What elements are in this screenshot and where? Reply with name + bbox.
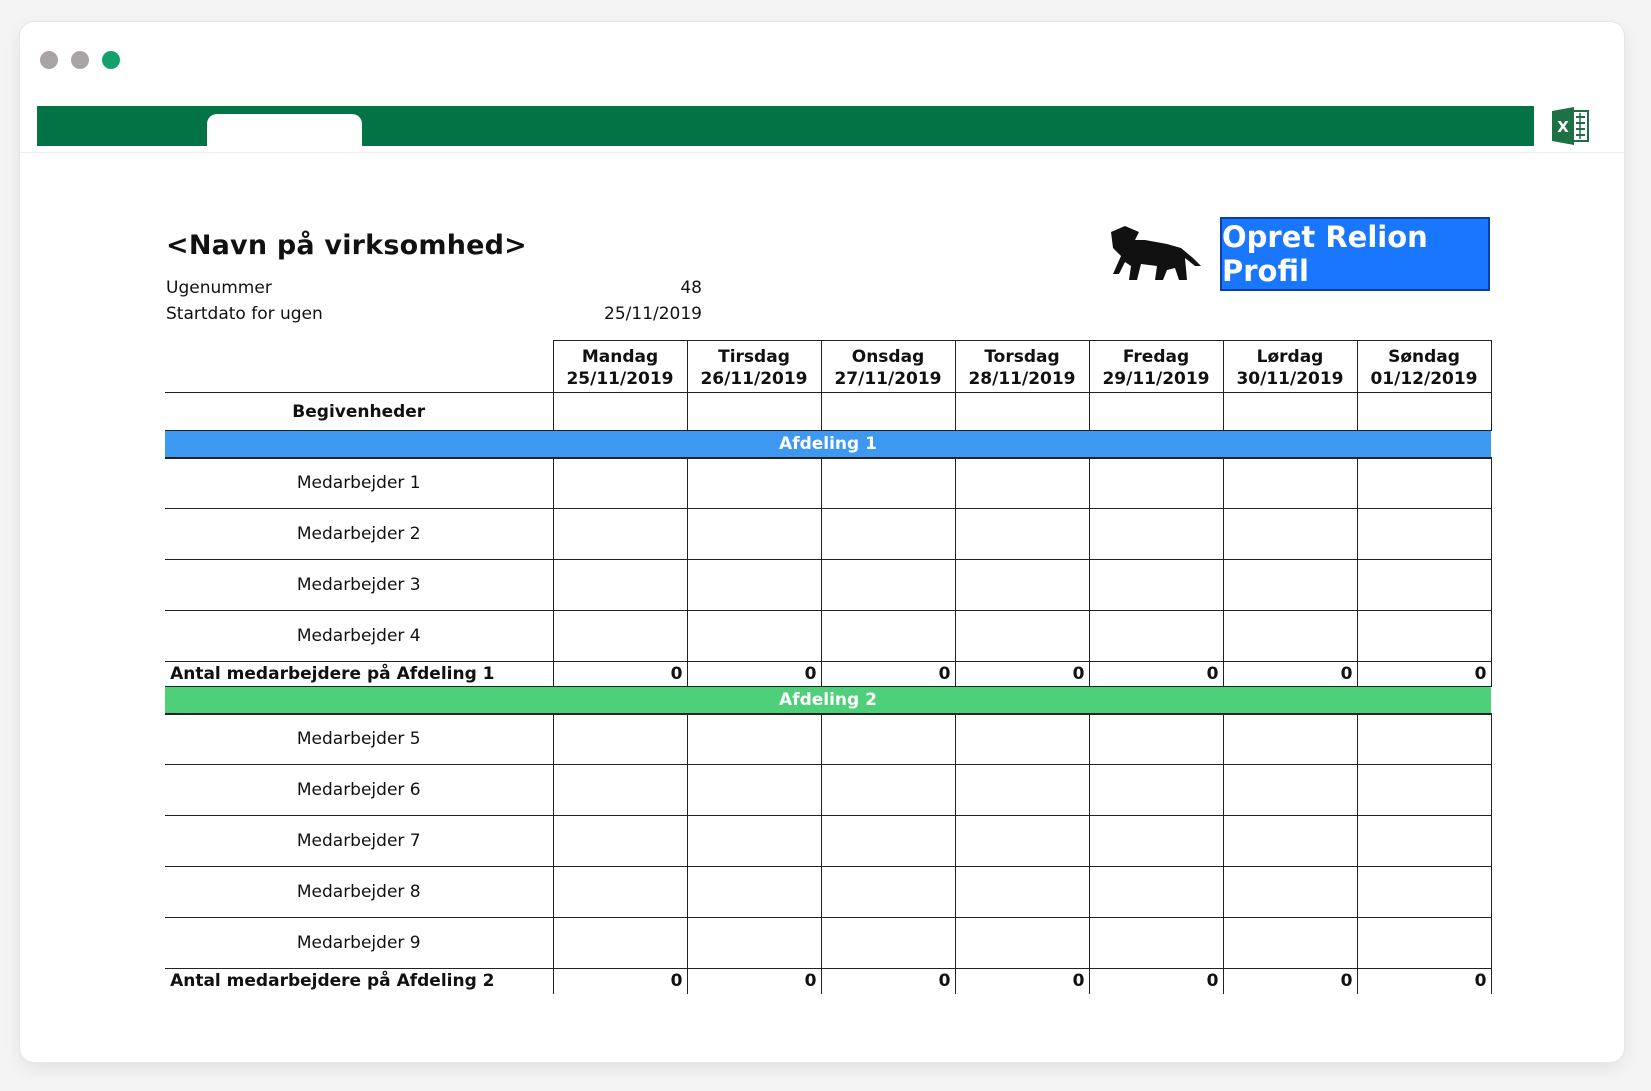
total-cell: 0 [955,969,1089,994]
employee-row [165,867,1491,918]
shift-cell[interactable] [1357,867,1491,918]
shift-cell[interactable] [687,714,821,765]
employee-name[interactable]: Medarbejder 5 [165,714,553,765]
day-name: Mandag [553,341,687,367]
total-cell: 0 [553,969,687,994]
shift-cell[interactable] [821,611,955,662]
day-date: 30/11/2019 [1223,367,1357,393]
event-cell[interactable] [1357,393,1491,431]
shift-cell[interactable] [1223,509,1357,560]
shift-cell[interactable] [1089,458,1223,509]
lion-logo-icon [1105,222,1205,284]
shift-cell[interactable] [955,560,1089,611]
shift-cell[interactable] [1223,714,1357,765]
department-name: Afdeling 1 [165,431,1491,458]
event-cell[interactable] [955,393,1089,431]
total-cell: 0 [1223,662,1357,687]
day-date: 29/11/2019 [1089,367,1223,393]
company-name[interactable]: <Navn på virksomhed> [166,230,527,261]
employee-name[interactable]: Medarbejder 4 [165,611,553,662]
employee-row [165,765,1491,816]
shift-cell[interactable] [553,714,687,765]
shift-cell[interactable] [553,611,687,662]
window-controls [40,51,120,69]
week-number-label: Ugenummer [166,278,272,298]
employee-row [165,458,1491,509]
employee-row [165,560,1491,611]
shift-cell[interactable] [1223,765,1357,816]
shift-cell[interactable] [1357,509,1491,560]
department-header [165,687,1491,714]
shift-cell[interactable] [821,458,955,509]
total-cell: 0 [1089,662,1223,687]
shift-cell[interactable] [1089,816,1223,867]
department-header [165,431,1491,458]
employee-row [165,918,1491,969]
department-total-label: Antal medarbejdere på Afdeling 2 [170,971,495,992]
shift-cell[interactable] [821,765,955,816]
event-cell[interactable] [1089,393,1223,431]
shift-cell[interactable] [687,509,821,560]
ribbon-active-tab[interactable] [207,114,362,154]
shift-cell[interactable] [955,816,1089,867]
shift-cell[interactable] [553,765,687,816]
shift-cell[interactable] [1357,918,1491,969]
shift-cell[interactable] [1357,714,1491,765]
day-name: Lørdag [1223,341,1357,367]
employee-name[interactable]: Medarbejder 1 [165,458,553,509]
shift-cell[interactable] [955,714,1089,765]
minimize-dot[interactable] [71,51,89,69]
employee-name[interactable]: Medarbejder 6 [165,765,553,816]
shift-cell[interactable] [821,867,955,918]
employee-row [165,509,1491,560]
employee-name[interactable]: Medarbejder 3 [165,560,553,611]
close-dot[interactable] [40,51,58,69]
total-cell: 0 [1357,662,1491,687]
start-date-value[interactable]: 25/11/2019 [604,304,702,324]
schedule-table [165,340,1492,994]
day-name: Tirsdag [687,341,821,367]
employee-name[interactable]: Medarbejder 8 [165,867,553,918]
shift-cell[interactable] [687,816,821,867]
create-profile-button[interactable]: Opret Relion Profil [1220,217,1490,291]
shift-cell[interactable] [1089,611,1223,662]
total-cell: 0 [1089,969,1223,994]
shift-cell[interactable] [1089,560,1223,611]
event-cell[interactable] [553,393,687,431]
day-name-row [165,341,1491,367]
employee-row [165,816,1491,867]
shift-cell[interactable] [553,867,687,918]
shift-cell[interactable] [687,867,821,918]
shift-cell[interactable] [553,458,687,509]
shift-cell[interactable] [1223,816,1357,867]
day-date: 28/11/2019 [955,367,1089,393]
shift-cell[interactable] [955,458,1089,509]
shift-cell[interactable] [955,867,1089,918]
shift-cell[interactable] [821,918,955,969]
department-total-row [165,969,1491,994]
total-cell: 0 [821,969,955,994]
department-name: Afdeling 2 [165,687,1491,714]
shift-cell[interactable] [1223,560,1357,611]
employee-name[interactable]: Medarbejder 9 [165,918,553,969]
shift-cell[interactable] [1357,611,1491,662]
shift-cell[interactable] [1223,867,1357,918]
department-total-label: Antal medarbejdere på Afdeling 1 [165,662,553,687]
excel-icon [1550,106,1594,146]
shift-cell[interactable] [1223,918,1357,969]
shift-cell[interactable] [1357,458,1491,509]
week-number-value[interactable]: 48 [680,278,702,298]
shift-cell[interactable] [553,816,687,867]
app-window [20,22,1624,1062]
total-cell: 0 [1357,969,1491,994]
shift-cell[interactable] [687,765,821,816]
employee-row [165,611,1491,662]
day-date: 27/11/2019 [821,367,955,393]
shift-cell[interactable] [1089,867,1223,918]
shift-cell[interactable] [1089,918,1223,969]
shift-cell[interactable] [955,611,1089,662]
total-cell: 0 [1223,969,1357,994]
shift-cell[interactable] [1357,765,1491,816]
total-cell: 0 [687,662,821,687]
shift-cell[interactable] [1223,611,1357,662]
employee-name[interactable]: Medarbejder 7 [165,816,553,867]
event-cell[interactable] [821,393,955,431]
shift-cell[interactable] [687,560,821,611]
shift-cell[interactable] [553,560,687,611]
day-date: 01/12/2019 [1357,367,1491,393]
event-cell[interactable] [687,393,821,431]
start-date-label: Startdato for ugen [166,304,323,324]
day-date: 25/11/2019 [553,367,687,393]
total-cell: 0 [821,662,955,687]
shift-cell[interactable] [687,458,821,509]
shift-cell[interactable] [1357,816,1491,867]
shift-cell[interactable] [955,765,1089,816]
day-name: Fredag [1089,341,1223,367]
total-cell: 0 [553,662,687,687]
shift-cell[interactable] [1089,714,1223,765]
day-date: 26/11/2019 [687,367,821,393]
day-name: Onsdag [821,341,955,367]
department-total-row [165,662,1491,687]
day-date-row [165,367,1491,393]
shift-cell[interactable] [821,560,955,611]
divider [20,152,1624,153]
employee-row [165,714,1491,765]
employee-name[interactable]: Medarbejder 2 [165,509,553,560]
day-name: Søndag [1357,341,1491,367]
events-row [165,393,1491,431]
day-name: Torsdag [955,341,1089,367]
excel-icon-letter: X [1557,118,1569,136]
events-label: Begivenheder [165,393,553,431]
shift-cell[interactable] [821,816,955,867]
shift-cell[interactable] [821,714,955,765]
shift-cell[interactable] [553,918,687,969]
shift-cell[interactable] [821,509,955,560]
shift-cell[interactable] [1357,560,1491,611]
shift-cell[interactable] [1089,509,1223,560]
shift-cell[interactable] [687,611,821,662]
zoom-dot[interactable] [102,51,120,69]
shift-cell[interactable] [955,509,1089,560]
total-cell: 0 [955,662,1089,687]
shift-cell[interactable] [1089,765,1223,816]
total-cell: 0 [687,969,821,994]
shift-cell[interactable] [955,918,1089,969]
shift-cell[interactable] [553,509,687,560]
shift-cell[interactable] [687,918,821,969]
shift-cell[interactable] [1223,458,1357,509]
event-cell[interactable] [1223,393,1357,431]
